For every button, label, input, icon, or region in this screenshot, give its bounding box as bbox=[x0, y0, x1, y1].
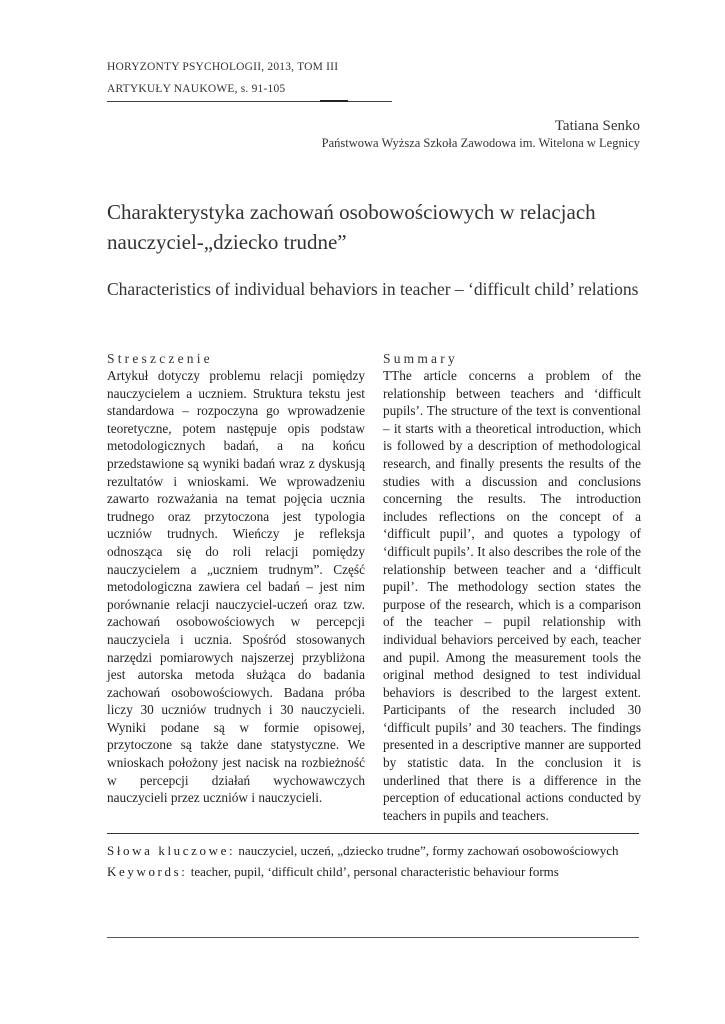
header-rule bbox=[107, 101, 392, 102]
keywords-polish bbox=[107, 843, 647, 859]
header-rule-mark bbox=[320, 100, 348, 102]
section-pages-header: ARTYKUŁY NAUKOWE, s. 91-105 bbox=[107, 83, 286, 95]
keywords-english-values: teacher, pupil, ‘difficult child’, personal characteristic behaviour forms bbox=[190, 864, 559, 879]
title-english: Characteristics of individual behaviors in teacher – ‘difficult child’ relations bbox=[107, 279, 639, 299]
keywords-polish-label: Słowa kluczowe: bbox=[107, 843, 236, 858]
abstract-english-heading: Summary bbox=[383, 351, 458, 366]
abstract-english-text: TThe article concerns a problem of the relationship between teachers and ‘difficult pupils’. The structure of the text is conventional – it starts with a theoretical introduction, which is followed by a description of methodological research, and finally presents the results of the studies with a discussion and conclusions concerning the results. The introduction includes reflections on the concept of a ‘difficult pupil’, and quotes a typology of ‘difficult pupils’. It also describes the role of the relationship between teacher and a ‘difficult pupil’. The methodology section states the purpose of the research, which is a comparison of the teacher – pupil relationship with individual behaviors perceived by each, teacher and pupil. Among the measurement tools the original method designed to test individual behaviors is described to the largest extent. Participants of the research included 30 ‘difficult pupils’ and 30 teachers. The findings presented in a descriptive manner are supported by statistic data. In the conclusion it is underlined that there is a difference in the perception of educational actions conducted by teachers in pupils and teachers. bbox=[383, 368, 641, 823]
author-affiliation: Państwowa Wyższa Szkoła Zawodowa im. Witelona w Legnicy bbox=[321, 136, 640, 150]
abstract-polish-text: Artykuł dotyczy problemu relacji pomiędzy nauczycielem a uczniem. Struktura tekstu jest standardowa – rozpoczyna go wprowadzenie teoretyczne, potem następuje opis podstaw metodologicznych badań, a na końcu przedstawione są wyniki badań wraz z dyskusją rezultatów i wnioskami. We wprowadzeniu zawarto rozważania na temat pojęcia ucznia trudnego oraz przytoczona jest typologia uczniów trudnych. Wieńczy je refleksja odnosząca się do roli relacji pomiędzy nauczycielem a „uczniem trudnym”. Część metodologiczna zawiera cel badań – jest nim porównanie relacji nauczyciel-uczeń oraz tzw. zachowań osobowościowych w percepcji nauczyciela i ucznia. Spośród stosowanych narzędzi pomiarowych najszerzej przybliżona jest autorska metoda służąca do badania zachowań osobowościowych. Badana próba liczy 30 uczniów trudnych i 30 nauczycieli. Wyniki podane są w formie opisowej, przytoczone są także dane statystyczne. We wnioskach położony jest nacisk na rozbieżność w percepcji działań wychowawczych nauczycieli przez uczniów i nauczycieli. bbox=[107, 368, 365, 806]
abstract-polish bbox=[107, 350, 365, 807]
keywords-polish-values: nauczyciel, uczeń, „dziecko trudne”, formy zachowań osobowościowych bbox=[238, 843, 619, 858]
keywords-english bbox=[107, 864, 647, 880]
abstract-polish-heading: Streszczenie bbox=[107, 351, 213, 366]
keywords-english-label: Keywords: bbox=[107, 864, 188, 879]
author-name: Tatiana Senko bbox=[554, 118, 640, 134]
keywords-bottom-rule bbox=[107, 937, 639, 938]
abstract-english bbox=[383, 350, 641, 824]
title-polish: Charakterystyka zachowań osobowościowych w relacjach nauczyciel-„dziecko trudne” bbox=[107, 200, 596, 254]
keywords-top-rule bbox=[107, 833, 639, 834]
journal-header: HORYZONTY PSYCHOLOGII, 2013, TOM III bbox=[107, 61, 339, 73]
